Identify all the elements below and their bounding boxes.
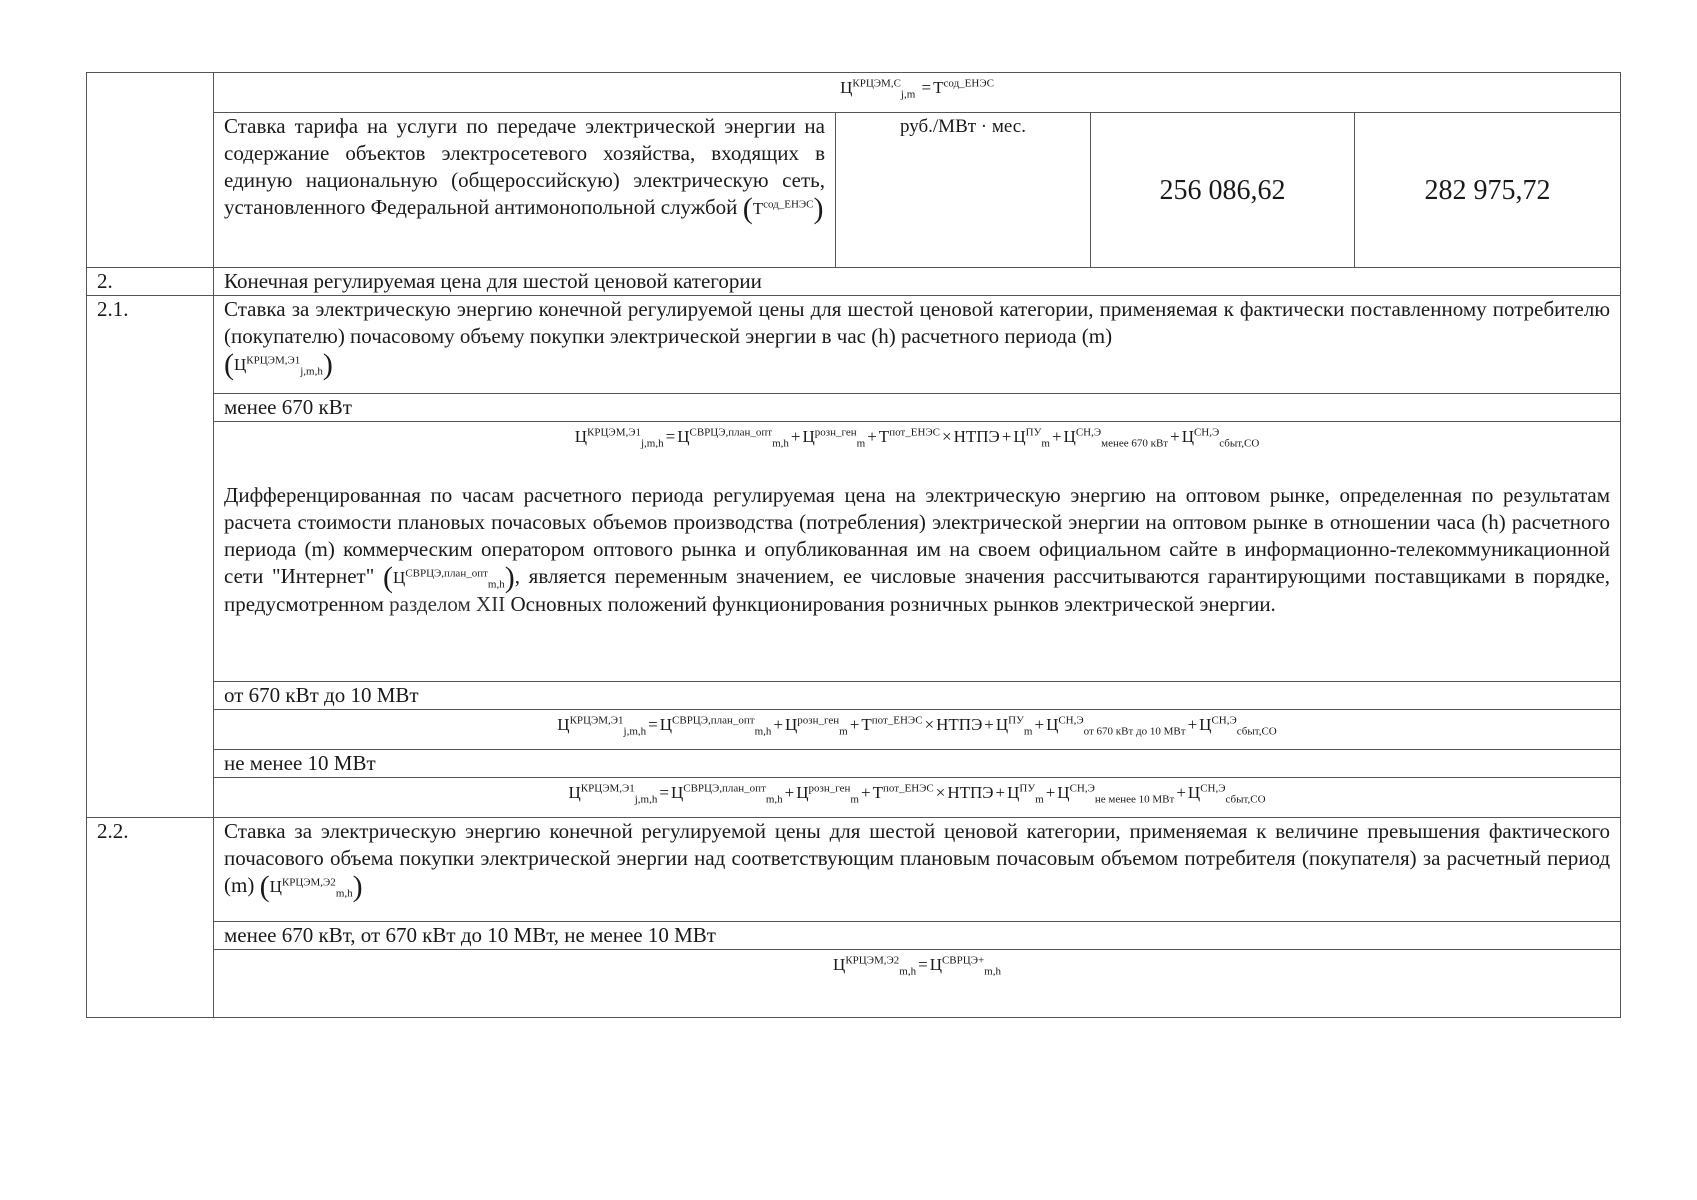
category-label: менее 670 кВт [214, 394, 1621, 422]
section-number: 2. [87, 268, 214, 296]
table-row [87, 422, 1621, 682]
formula-enes: $Ц^{КРЦЭМ,С}_{j,m} = Т^{сод\_ЕНЭС}$ [214, 73, 1621, 113]
category-label: менее 670 кВт, от 670 кВт до 10 МВт, не менее 10 МВт [214, 922, 1621, 950]
section-number: 2.2. [87, 818, 214, 1018]
table-row [87, 268, 1621, 296]
tariff-symbol: $(Т^{сод\_ЕНЭС})$ [742, 192, 824, 225]
table-row [87, 710, 1621, 750]
table-row [87, 818, 1621, 922]
description-paragraph: Дифференцированная по часам расчетного периода регулируемая цена на электрическую энергию на оптовом рынке, определенная по результатам расчета стоимости плановых почасовых объемов производства (потребления) электрической энергии на оптовом рынке в отношении часа (h) расчетного периода (m) коммерческим оператором оптового рынка и опубликованная им на своем официальном сайте в информационно-телекоммуникационной сети "Интернет" $(Ц^{СВРЦЭ,план\_опт}_{m,h})$, является переменным значением, ее числовые значения рассчитываются гарантирующими поставщиками в порядке, предусмотренном разделом XII Основных положений функционирования розничных рынков электрической энергии. [224, 483, 1611, 616]
table-row [87, 73, 1621, 113]
formula-e2: $Ц^{КРЦЭМ,Э2}_{m,h} = Ц^{СВРЦЭ+}_{m,h}$ [214, 950, 1621, 1018]
category-label: не менее 10 МВт [214, 750, 1621, 778]
formula-lt670: $Ц^{КРЦЭМ,Э1}_{j,m,h} = Ц^{СВРЦЭ,план\_опт}_{m,h} + Ц^{розн\_ген}_m + Т^{пот\_ЕНЭС}$ × НТПЭ + $Ц^{ПУ}_m + Ц^{СН,Э}_{менее 670 кВт} + Ц^{СН,Э}_{сбыт,СО}$ [574, 426, 1260, 450]
section-symbol: $(Ц^{КРЦЭМ,Э1}_{j,m,h})$ [224, 348, 333, 381]
number-cell [87, 73, 214, 268]
table-row [87, 113, 1621, 268]
section-description: Ставка за электрическую энергию конечной регулируемой цены для шестой ценовой категории, применяемая к фактически поставленному потребителю (покупателю) почасовому объему покупки электрической энергии в час (h) расчетного периода (m) $(Ц^{КРЦЭМ,Э1}_{j,m,h})$ [214, 296, 1621, 394]
section-number: 2.1. [87, 296, 214, 818]
section-title: Конечная регулируемая цена для шестой ценовой категории [214, 268, 1621, 296]
formula-ge10: $Ц^{КРЦЭМ,Э1}_{j,m,h} = Ц^{СВРЦЭ,план\_опт}_{m,h} + Ц^{розн\_ген}_m + Т^{пот\_ЕНЭС}$ × НТПЭ + $Ц^{ПУ}_m + Ц^{СН,Э}_{не менее 10 МВт} + Ц^{СН,Э}_{сбыт,СО}$ [214, 778, 1621, 818]
table-row [87, 750, 1621, 778]
category-label: от 670 кВт до 10 МВт [214, 682, 1621, 710]
section-description: Ставка за электрическую энергию конечной регулируемой цены для шестой ценовой категории, применяемая к величине превышения фактического почасового объема покупки электрической энергии над соответствующим плановым почасовым объемом потребителя (покупателя) за расчетный период (m) $(Ц^{КРЦЭМ,Э2}_{m,h})$ [214, 818, 1621, 922]
description-symbol: $(Ц^{СВРЦЭ,план\_опт}_{m,h})$ [383, 561, 515, 594]
section-symbol: $(Ц^{КРЦЭМ,Э2}_{m,h})$ [259, 870, 363, 903]
value-2024: 256 086,62 [1091, 113, 1355, 268]
table-row [87, 950, 1621, 1018]
formula-mid: $Ц^{КРЦЭМ,Э1}_{j,m,h} = Ц^{СВРЦЭ,план\_опт}_{m,h} + Ц^{розн\_ген}_m + Т^{пот\_ЕНЭС}$ × НТПЭ + $Ц^{ПУ}_m + Ц^{СН,Э}_{от 670 кВт до 10 МВт} + Ц^{СН,Э}_{сбыт,СО}$ [214, 710, 1621, 750]
formula-description-cell [214, 422, 1621, 682]
tariff-table [86, 72, 1621, 1018]
tariff-description: Ставка тарифа на услуги по передаче электрической энергии на содержание объектов электросетевого хозяйства, входящих в единую национальную (общероссийскую) электрическую сеть, установленного Федеральной антимонопольной службой $(Т^{сод\_ЕНЭС})$ [214, 113, 836, 268]
section-xii-link[interactable]: разделом XII [389, 592, 506, 616]
table-row [87, 922, 1621, 950]
table-row [87, 394, 1621, 422]
table-row [87, 682, 1621, 710]
table-row [87, 296, 1621, 394]
value-2025: 282 975,72 [1355, 113, 1621, 268]
unit-cell: руб./МВт · мес. [836, 113, 1091, 268]
table-row [87, 778, 1621, 818]
